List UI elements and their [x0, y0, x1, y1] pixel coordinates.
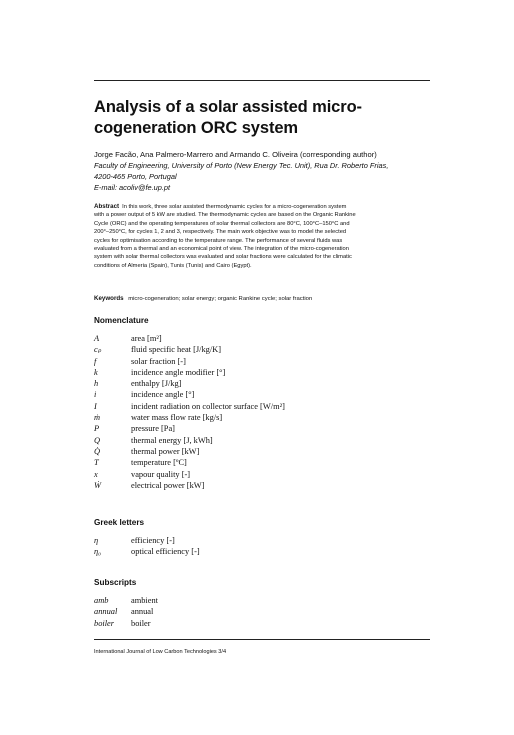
symbol-description: fluid specific heat [J/kg/K]: [131, 345, 222, 355]
symbol-description: optical efficiency [-]: [131, 547, 200, 557]
list-item: [94, 356, 430, 367]
symbol-description: incident radiation on collector surface [W/m²]: [131, 401, 285, 411]
symbol-description: water mass flow rate [kg/s]: [131, 413, 223, 423]
symbol-description: thermal power [kW]: [131, 446, 200, 456]
abstract-line: system with solar thermal collectors was evaluated and solar fractions were calculated for the climatic: [94, 254, 352, 261]
symbol-description: boiler: [131, 618, 151, 628]
list-item: [94, 457, 430, 468]
symbol-description: thermal energy [J, kWh]: [131, 435, 213, 445]
list-item: [94, 618, 430, 629]
list-item: [94, 595, 430, 606]
list-item: [94, 344, 430, 355]
symbol: ṁ: [94, 413, 101, 423]
symbol-description: temperature [ºC]: [131, 458, 187, 468]
symbol: cₚ: [94, 345, 102, 355]
list-item: [94, 469, 430, 480]
symbol: h: [94, 379, 99, 389]
affiliation-line-2: 4200-465 Porto, Portugal: [94, 172, 177, 181]
keywords-label: Keywords: [94, 295, 124, 302]
abstract: [94, 203, 430, 270]
abstract-line: conditions of Almeria (Spain), Tunis (Tunis) and Cairo (Egypt).: [94, 262, 252, 269]
author-list: Jorge Facão, Ana Palmero-Marrero and Armando C. Oliveira (corresponding author): [94, 150, 377, 159]
symbol: Q̇: [94, 446, 101, 456]
list-item: [94, 446, 430, 457]
symbol: T: [94, 458, 99, 468]
symbol-description: efficiency [-]: [131, 536, 175, 545]
list-item: [94, 480, 430, 491]
symbol-description: vapour quality [-]: [131, 469, 191, 479]
abstract-line: Cycle (ORC) and the operating temperatures of solar thermal collectors are 80°C, 100°C–150°C and: [94, 220, 350, 227]
symbol-description: annual: [131, 607, 154, 617]
abstract-line: evaluated from a thermal and an economical point of view. The integration of the micro-cogeneration: [94, 246, 349, 253]
abstract-line: [94, 203, 430, 211]
symbol: A: [94, 334, 100, 343]
symbol-description: area [m²]: [131, 334, 162, 343]
list-item: [94, 535, 430, 546]
symbol: Q: [94, 435, 101, 445]
list-item: [94, 401, 430, 412]
list-item: [94, 546, 430, 557]
abstract-line: cycles for optimisation according to the temperature range. The performance of several fluids was: [94, 237, 343, 244]
abstract-text: In this work, three solar assisted thermodynamic cycles for a micro-cogeneration system: [122, 204, 347, 210]
list-item: [94, 435, 430, 446]
nomenclature-list: [94, 333, 430, 491]
journal-footer: International Journal of Low Carbon Technologies 3/4: [94, 649, 227, 655]
list-item: [94, 367, 430, 378]
symbol: I: [94, 401, 97, 411]
symbol: Ẇ: [94, 480, 101, 490]
symbol: η: [94, 536, 99, 545]
symbol: annual: [94, 607, 118, 617]
keywords: [94, 295, 430, 303]
symbol: amb: [94, 596, 109, 605]
title-line-1: Analysis of a solar assisted micro-: [94, 98, 362, 116]
affiliation-line-1: Faculty of Engineering, University of Porto (New Energy Tec. Unit), Rua Dr. Roberto Frias,: [94, 161, 389, 170]
symbol-description: incidence angle modifier [°]: [131, 367, 226, 377]
affiliation-email: E-mail: acoliv@fe.up.pt: [94, 183, 171, 192]
keywords-text: micro-cogeneration; solar energy; organic Rankine cycle; solar fraction: [128, 296, 313, 302]
bottom-rule: [94, 639, 430, 640]
symbol: η₀: [94, 547, 102, 557]
list-item: [94, 606, 430, 617]
list-item: [94, 389, 430, 400]
symbol: f: [94, 356, 97, 366]
symbol-description: solar fraction [-]: [131, 356, 186, 366]
nomenclature-heading: Nomenclature: [94, 316, 149, 325]
subscripts-heading: Subscripts: [94, 578, 137, 587]
title-line-2: cogeneration ORC system: [94, 119, 299, 137]
article-title: [94, 97, 430, 139]
top-rule: [94, 80, 430, 81]
symbol: P: [94, 424, 100, 434]
symbol: k: [94, 367, 98, 377]
symbol-description: incidence angle [°]: [131, 390, 195, 400]
subscripts-list: [94, 595, 430, 629]
abstract-label: Abstract: [94, 203, 120, 210]
list-item: [94, 378, 430, 389]
abstract-line: with a power output of 5 kW are studied. The thermodynamic cycles are based on the Organic Rankine: [94, 212, 356, 219]
symbol: boiler: [94, 618, 115, 628]
greek-letters-heading: Greek letters: [94, 518, 145, 527]
affiliation: [94, 160, 430, 193]
list-item: [94, 412, 430, 423]
symbol-description: ambient: [131, 596, 158, 605]
abstract-line: 200°–250°C, for cycles 1, 2 and 3, respectively. The main work objective was to model the selected: [94, 229, 347, 236]
symbol-description: electrical power [kW]: [131, 480, 205, 490]
symbol: i: [94, 390, 97, 400]
symbol: x: [94, 469, 98, 479]
symbol-description: enthalpy [J/kg]: [131, 379, 182, 389]
list-item: [94, 333, 430, 344]
list-item: [94, 423, 430, 434]
symbol-description: pressure [Pa]: [131, 424, 175, 434]
greek-letters-list: [94, 535, 430, 558]
